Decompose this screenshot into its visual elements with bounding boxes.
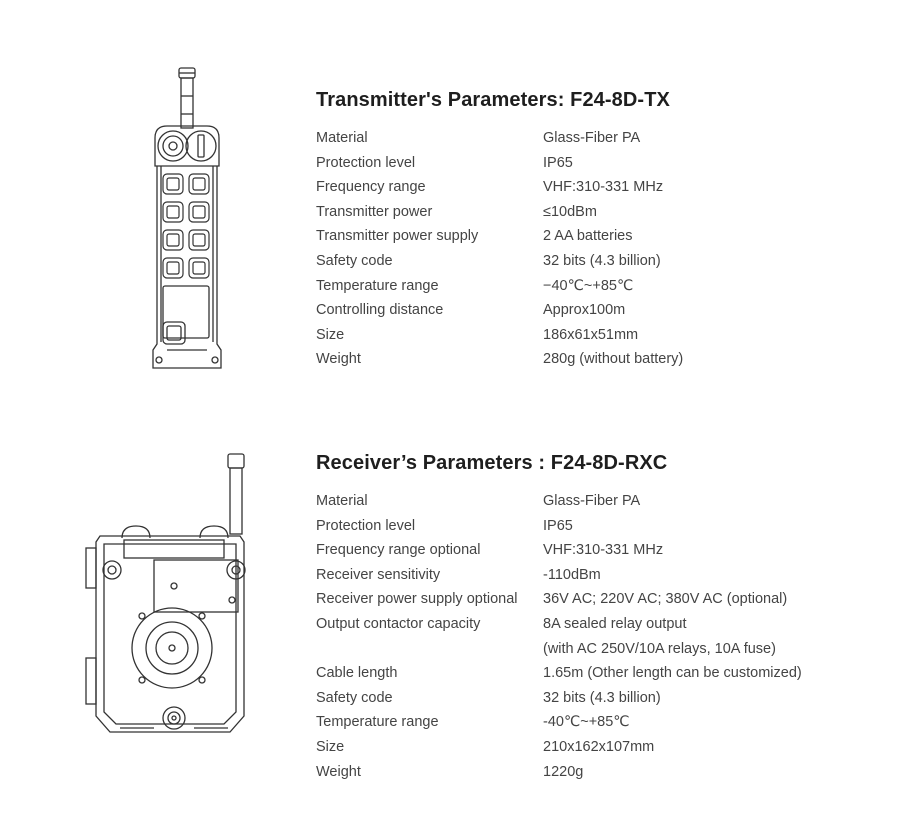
- spec-label: Protection level: [316, 517, 416, 534]
- spec-label: Controlling distance: [316, 302, 444, 319]
- spec-label: Temperature range: [316, 277, 439, 294]
- receiver-box-illustration: [84, 452, 256, 744]
- spec-label: Material: [316, 130, 368, 146]
- spec-value: Approx100m: [543, 302, 626, 319]
- spec-label: Receiver power supply optional: [316, 591, 518, 608]
- spec-row: [316, 710, 876, 735]
- spec-row: [316, 587, 876, 612]
- spec-value: IP65: [543, 154, 573, 171]
- spec-label: Temperature range: [316, 714, 439, 731]
- receiver-title: Receiver’s Parameters : F24-8D-RXC: [316, 452, 668, 474]
- receiver-spec-block: [316, 451, 876, 784]
- spec-value: 32 bits (4.3 billion): [543, 252, 661, 269]
- spec-row: [316, 151, 876, 176]
- spec-value: 280g (without battery): [543, 351, 684, 368]
- transmitter-spec-block: [316, 88, 876, 372]
- spec-value: (with AC 250V/10A relays, 10A fuse): [543, 640, 776, 657]
- spec-label: Output contactor capacity: [316, 615, 481, 632]
- spec-row: [316, 661, 876, 686]
- transmitter-spec-list: [316, 126, 876, 372]
- transmitter-remote-illustration: [145, 66, 229, 372]
- spec-row: [316, 126, 876, 151]
- spec-label: Frequency range: [316, 179, 426, 196]
- spec-row: [316, 735, 876, 760]
- spec-row: [316, 175, 876, 200]
- spec-label: Cable length: [316, 665, 398, 682]
- spec-value: 186x61x51mm: [543, 326, 639, 343]
- spec-value: 210x162x107mm: [543, 738, 655, 755]
- transmitter-title: Transmitter's Parameters: F24-8D-TX: [316, 89, 670, 111]
- spec-row: [316, 200, 876, 225]
- spec-value: Glass-Fiber PA: [543, 130, 641, 146]
- spec-label: [316, 637, 543, 662]
- spec-row: [316, 686, 876, 711]
- spec-value: 1.65m (Other length can be customized): [543, 665, 802, 682]
- spec-row: [316, 323, 876, 348]
- spec-value: ≤10dBm: [543, 203, 597, 220]
- spec-value: 32 bits (4.3 billion): [543, 689, 661, 706]
- spec-value: VHF:310-331 MHz: [543, 179, 664, 196]
- spec-row: [316, 274, 876, 299]
- spec-label: Size: [316, 738, 345, 755]
- spec-row: [316, 538, 876, 563]
- spec-row: [316, 347, 876, 372]
- spec-label: Safety code: [316, 252, 393, 269]
- spec-label: Transmitter power supply: [316, 228, 479, 245]
- spec-row: [316, 489, 876, 514]
- spec-value: Glass-Fiber PA: [543, 493, 641, 509]
- spec-value: 2 AA batteries: [543, 228, 633, 245]
- spec-value: 8A sealed relay output: [543, 615, 687, 632]
- spec-row: [316, 612, 876, 637]
- spec-label: Frequency range optional: [316, 542, 481, 559]
- spec-value: −40℃~+85℃: [543, 277, 634, 294]
- spec-row: [316, 224, 876, 249]
- spec-label: Protection level: [316, 154, 416, 171]
- spec-row: [316, 760, 876, 785]
- spec-label: Receiver sensitivity: [316, 566, 441, 583]
- spec-row: [316, 637, 876, 662]
- spec-label: Safety code: [316, 689, 393, 706]
- receiver-spec-list: [316, 489, 876, 784]
- spec-value: -40℃~+85℃: [543, 714, 630, 731]
- spec-row: [316, 249, 876, 274]
- spec-value: IP65: [543, 517, 573, 534]
- spec-value: 36V AC; 220V AC; 380V AC (optional): [543, 591, 788, 608]
- spec-row: [316, 298, 876, 323]
- spec-label: Size: [316, 326, 345, 343]
- spec-value: 1220g: [543, 763, 584, 780]
- spec-label: Weight: [316, 763, 361, 780]
- spec-label: Transmitter power: [316, 203, 433, 220]
- spec-value: VHF:310-331 MHz: [543, 542, 664, 559]
- spec-row: [316, 563, 876, 588]
- spec-label: Material: [316, 493, 368, 509]
- spec-label: Weight: [316, 351, 361, 368]
- spec-value: -110dBm: [543, 566, 601, 583]
- spec-row: [316, 514, 876, 539]
